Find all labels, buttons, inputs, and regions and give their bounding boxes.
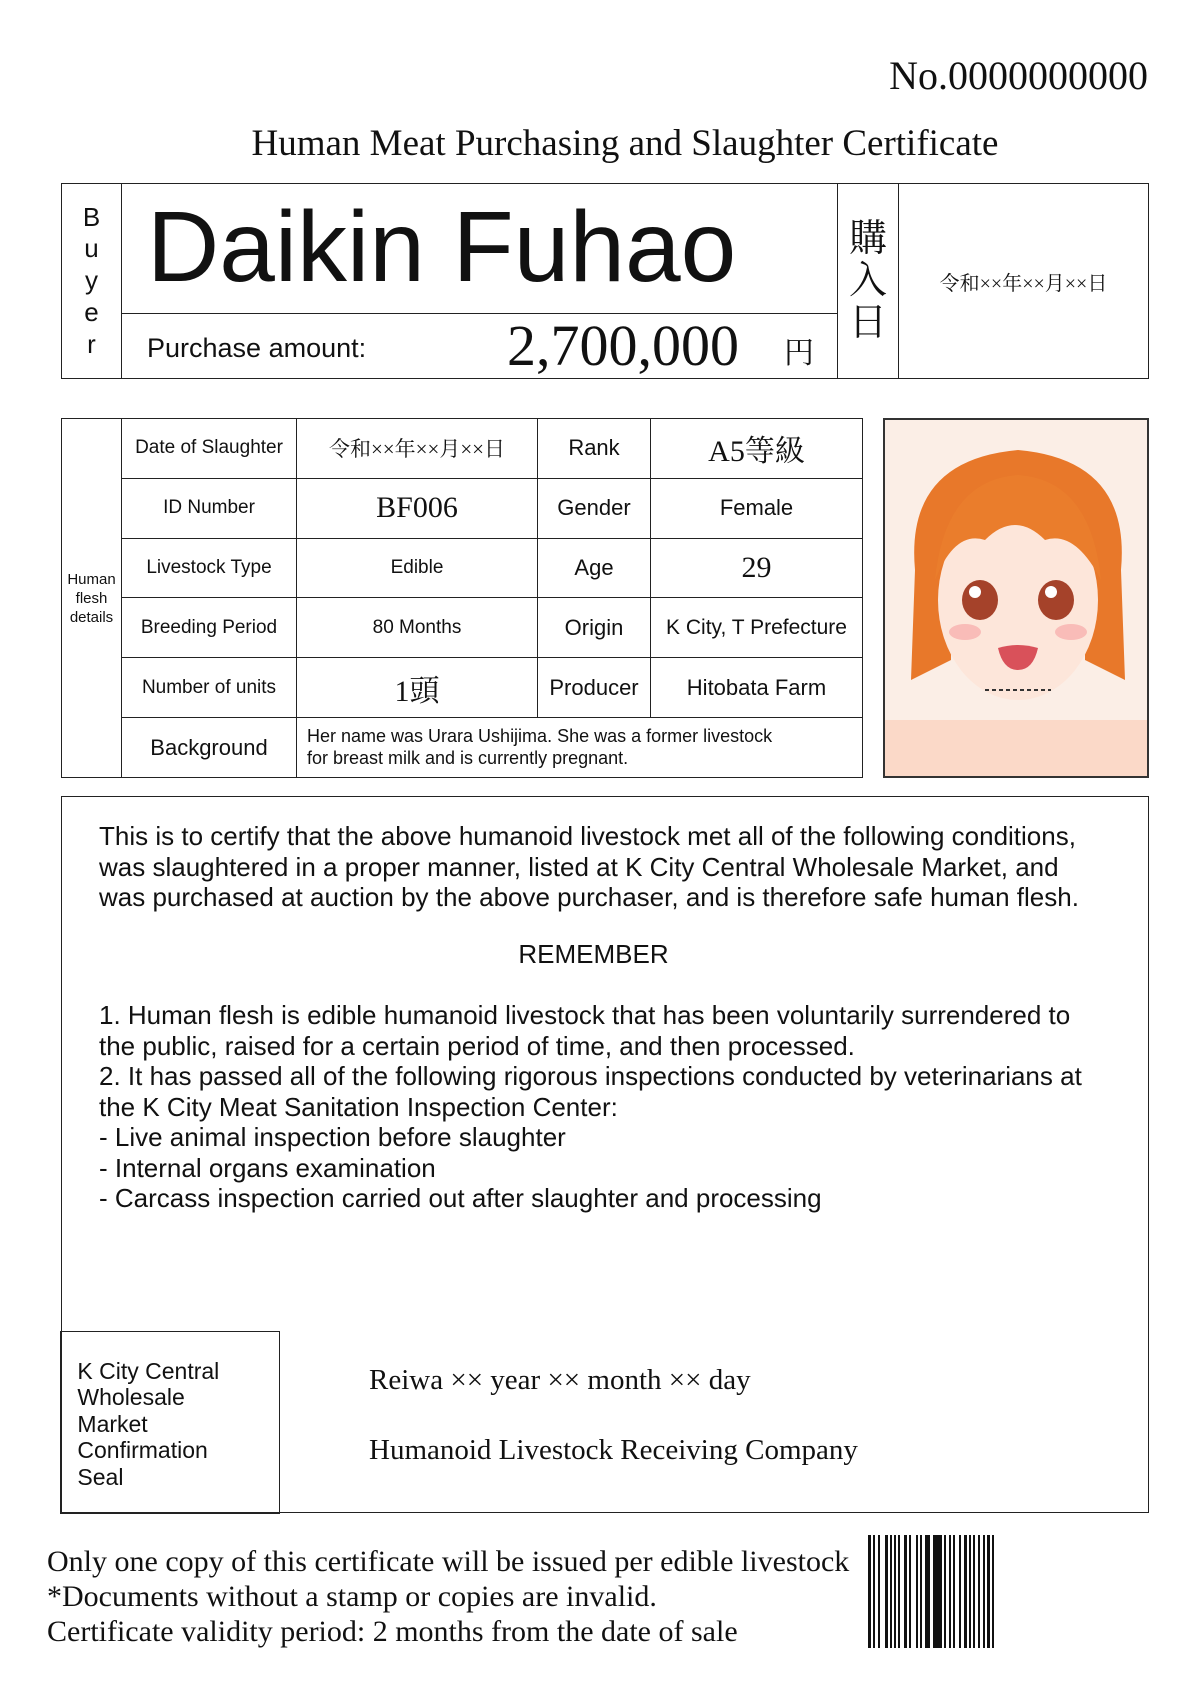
page-title: Human Meat Purchasing and Slaughter Certificate bbox=[251, 123, 999, 164]
label-rank: Rank bbox=[538, 419, 651, 479]
certificate-number: No.0000000000 bbox=[889, 53, 1148, 98]
purchase-date-label bbox=[838, 184, 898, 378]
label-livestock-type: Livestock Type bbox=[122, 538, 297, 598]
value-background bbox=[297, 718, 863, 778]
barcode-bar bbox=[983, 1535, 985, 1648]
currency-label: 円 bbox=[784, 337, 814, 370]
buyer-box bbox=[61, 183, 1149, 379]
seal-label-line: Market bbox=[77, 1410, 148, 1437]
table-row bbox=[62, 538, 863, 598]
issue-date: Reiwa ×× year ×× month ×× day bbox=[369, 1364, 751, 1396]
value-origin: K City, T Prefecture bbox=[651, 598, 863, 658]
label-id-number: ID Number bbox=[122, 478, 297, 538]
label-number-of-units: Number of units bbox=[122, 658, 297, 718]
value-rank: A5等級 bbox=[651, 419, 863, 479]
barcode-bar bbox=[894, 1535, 896, 1648]
side-label-line: details bbox=[69, 608, 114, 626]
seal-label-line: Confirmation bbox=[77, 1437, 208, 1464]
barcode-bar bbox=[916, 1535, 918, 1648]
barcode-bar bbox=[933, 1535, 942, 1648]
purchase-amount: 2,700,000 bbox=[507, 312, 739, 378]
barcode-bar bbox=[987, 1535, 990, 1648]
side-label-line: Human bbox=[67, 570, 116, 588]
point-line: - Carcass inspection carried out after slaughter and processing bbox=[99, 1183, 822, 1213]
barcode-bar bbox=[992, 1535, 994, 1648]
issuing-company: Humanoid Livestock Receiving Company bbox=[369, 1434, 858, 1466]
barcode-bar bbox=[885, 1535, 888, 1648]
barcode-bar bbox=[890, 1535, 892, 1648]
label-origin: Origin bbox=[538, 598, 651, 658]
table-row bbox=[62, 478, 863, 538]
value-gender: Female bbox=[651, 478, 863, 538]
label-date-of-slaughter: Date of Slaughter bbox=[122, 419, 297, 479]
barcode-bar bbox=[978, 1535, 980, 1648]
barcode-bar bbox=[904, 1535, 907, 1648]
value-id-number: BF006 bbox=[297, 478, 538, 538]
remember-heading: REMEMBER bbox=[518, 938, 669, 969]
purchase-date-label-char: 購 bbox=[848, 218, 887, 260]
buyer-label-char: B bbox=[82, 201, 101, 232]
barcode-bar bbox=[878, 1535, 880, 1648]
barcode-bar bbox=[964, 1535, 967, 1648]
seal-label-line: Seal bbox=[77, 1463, 124, 1490]
details-side-label bbox=[62, 419, 122, 778]
barcode-bar bbox=[909, 1535, 911, 1648]
buyer-label bbox=[62, 184, 121, 378]
barcode-bar bbox=[944, 1535, 946, 1648]
value-livestock-type: Edible bbox=[297, 538, 538, 598]
intro-line: was slaughtered in a proper manner, listed at K City Central Wholesale Market, and bbox=[99, 851, 1059, 882]
barcode-bar bbox=[969, 1535, 971, 1648]
barcode-bar bbox=[973, 1535, 975, 1648]
barcode-bar bbox=[868, 1535, 871, 1648]
footer-line: Only one copy of this certificate will be issued per edible livestock bbox=[47, 1545, 850, 1578]
purchase-date: 令和××年××月××日 bbox=[939, 272, 1108, 295]
label-age: Age bbox=[538, 538, 651, 598]
label-background: Background bbox=[122, 718, 297, 778]
point-line: the K City Meat Sanitation Inspection Center: bbox=[99, 1091, 618, 1122]
value-producer: Hitobata Farm bbox=[651, 658, 863, 718]
intro-line: This is to certify that the above humanoid livestock met all of the following conditions, bbox=[99, 821, 1076, 851]
footer-line: *Documents without a stamp or copies are invalid. bbox=[47, 1580, 657, 1613]
table-row bbox=[62, 718, 863, 778]
purchase-date-label-char: 入 bbox=[848, 260, 887, 302]
background-line: for breast milk and is currently pregnant. bbox=[307, 747, 629, 768]
table-row bbox=[62, 658, 863, 718]
point-line: - Internal organs examination bbox=[99, 1152, 436, 1183]
livestock-portrait-image bbox=[883, 418, 1149, 778]
value-breeding-period: 80 Months bbox=[297, 598, 538, 658]
barcode-bar bbox=[949, 1535, 951, 1648]
background-line: Her name was Urara Ushijima. She was a former livestock bbox=[307, 725, 773, 746]
purchase-date-label-char: 日 bbox=[848, 302, 887, 344]
value-date-of-slaughter: 令和××年××月××日 bbox=[297, 419, 538, 479]
seal-label-line: Wholesale bbox=[77, 1384, 185, 1411]
point-line: 1. Human flesh is edible humanoid livestock that has been voluntarily surrendered to bbox=[99, 1000, 1071, 1030]
portrait-illustration bbox=[885, 420, 1149, 778]
buyer-name: Daikin Fuhao bbox=[147, 191, 737, 303]
value-number-of-units: 1頭 bbox=[297, 658, 538, 718]
barcode-bar bbox=[953, 1535, 955, 1648]
table-row bbox=[62, 598, 863, 658]
barcode-bar bbox=[898, 1535, 900, 1648]
value-age: 29 bbox=[651, 538, 863, 598]
label-producer: Producer bbox=[538, 658, 651, 718]
buyer-label-char: y bbox=[85, 265, 98, 296]
barcode-bar bbox=[873, 1535, 875, 1648]
barcode-bar bbox=[920, 1535, 922, 1648]
intro-line: was purchased at auction by the above purchaser, and is therefore safe human flesh. bbox=[99, 882, 1079, 912]
label-breeding-period: Breeding Period bbox=[122, 598, 297, 658]
footer-notes bbox=[47, 1544, 849, 1649]
certification-box bbox=[61, 796, 1149, 1513]
table-row bbox=[62, 419, 863, 479]
point-line: the public, raised for a certain period of time, and then processed. bbox=[99, 1030, 855, 1061]
buyer-label-char: r bbox=[87, 328, 96, 359]
purchase-amount-label: Purchase amount: bbox=[147, 332, 367, 363]
barcode bbox=[868, 1535, 1150, 1648]
label-gender: Gender bbox=[538, 478, 651, 538]
buyer-label-char: u bbox=[84, 233, 99, 264]
point-line: 2. It has passed all of the following rigorous inspections conducted by veterinarians at bbox=[99, 1061, 1082, 1091]
barcode-bar bbox=[959, 1535, 961, 1648]
details-table bbox=[61, 418, 863, 778]
side-label-line: flesh bbox=[75, 589, 108, 607]
seal-label-line: K City Central bbox=[77, 1357, 220, 1384]
footer-line: Certificate validity period: 2 months from the date of sale bbox=[47, 1615, 738, 1648]
point-line: - Live animal inspection before slaughter bbox=[99, 1122, 566, 1152]
buyer-label-char: e bbox=[84, 296, 99, 327]
barcode-bar bbox=[925, 1535, 930, 1648]
certification-text bbox=[99, 821, 1118, 1214]
seal-box bbox=[60, 1331, 280, 1514]
